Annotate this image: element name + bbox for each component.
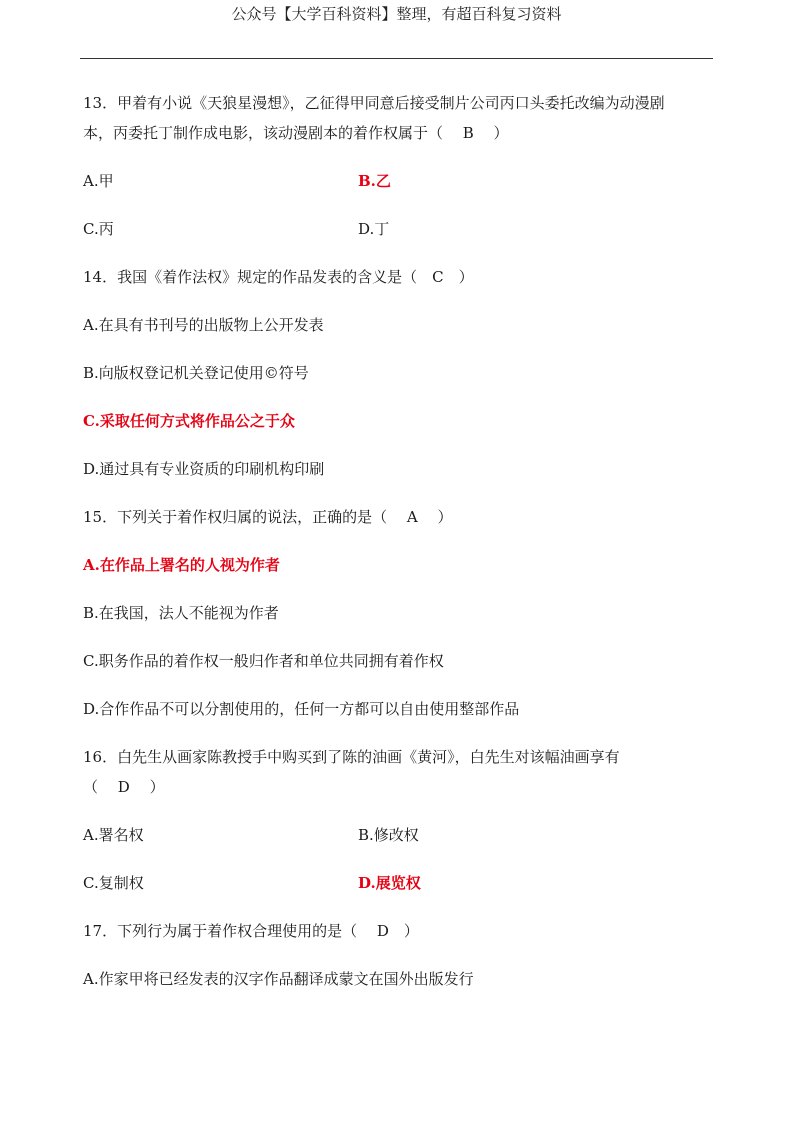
question-13-option-d: D.丁	[358, 220, 390, 238]
question-17-option-a: A.作家甲将已经发表的汉字作品翻译成蒙文在国外出版发行	[83, 970, 474, 988]
question-16-stem-line2: （ D ）	[83, 778, 165, 796]
question-14-option-c-correct: C.采取任何方式将作品公之于众	[83, 412, 295, 430]
question-14-stem: 14．我国《着作法权》规定的作品发表的含义是（ C ）	[83, 268, 474, 286]
question-14-option-d: D.通过具有专业资质的印刷机构印刷	[83, 460, 325, 478]
question-13-stem-line1: 13．甲着有小说《天狼星漫想》，乙征得甲同意后接受制片公司丙口头委托改编为动漫剧	[83, 94, 665, 112]
question-16-stem-line1: 16．白先生从画家陈教授手中购买到了陈的油画《黄河》，白先生对该幅油画享有	[83, 748, 620, 766]
question-15-stem: 15．下列关于着作权归属的说法，正确的是（ A ）	[83, 508, 453, 526]
question-16-option-d-correct: D.展览权	[358, 874, 421, 892]
question-16-option-c: C.复制权	[83, 874, 144, 892]
question-13-stem-line2: 本，丙委托丁制作成电影，该动漫剧本的着作权属于（ B ）	[83, 124, 509, 142]
question-15-option-d: D.合作作品不可以分割使用的，任何一方都可以自由使用整部作品	[83, 700, 520, 718]
page-header: 公众号【大学百科资料】整理，有超百科复习资料	[231, 5, 562, 23]
question-13-option-a: A.甲	[83, 172, 114, 190]
question-15-option-c: C.职务作品的着作权一般归作者和单位共同拥有着作权	[83, 652, 444, 670]
question-15-option-b: B.在我国，法人不能视为作者	[83, 604, 279, 622]
question-17-stem: 17．下列行为属于着作权合理使用的是（ D ）	[83, 922, 419, 940]
question-13-option-b-correct: B.乙	[358, 172, 391, 190]
question-16-option-b: B.修改权	[358, 826, 419, 844]
question-14-option-b: B.向版权登记机关登记使用©符号	[83, 364, 309, 382]
question-14-option-a: A.在具有书刊号的出版物上公开发表	[83, 316, 324, 334]
question-15-option-a-correct: A.在作品上署名的人视为作者	[83, 556, 280, 574]
question-16-option-a: A.署名权	[83, 826, 144, 844]
question-13-option-c: C.丙	[83, 220, 114, 238]
header-divider	[80, 58, 713, 59]
